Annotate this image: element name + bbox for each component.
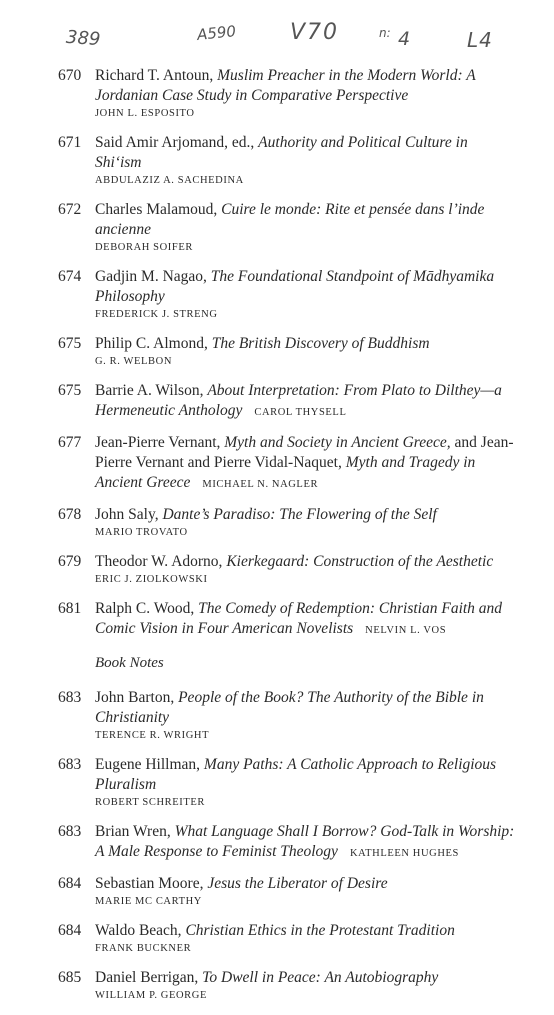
page-number: 675	[58, 335, 82, 352]
contents-entry	[58, 505, 518, 540]
book-title: Myth and Tragedy in Ancient Greece	[95, 454, 476, 491]
page-number: 670	[58, 67, 82, 84]
contents-entry	[58, 822, 518, 862]
book-title: Kierkegaard: Construction of the Aesthetic	[226, 553, 494, 570]
book-author: Charles Malamoud,	[95, 201, 222, 218]
reviewer-name: ROBERT SCHREITER	[95, 797, 205, 808]
contents-entry	[58, 133, 518, 188]
book-author: and Jean-Pierre Vernant and Pierre Vidal-Naquet,	[95, 434, 514, 471]
contents-entry	[58, 968, 518, 1003]
contents-entry	[58, 921, 518, 956]
reviewer-name: ABDULAZIZ A. SACHEDINA	[95, 175, 244, 186]
reviewer-name: WILLIAM P. GEORGE	[95, 990, 207, 1001]
page-number: 677	[58, 434, 82, 451]
contents-entry	[58, 433, 518, 493]
book-title: What Language Shall I Borrow? God-Talk in Worship: A Male Response to Feminist Theology	[95, 823, 515, 860]
book-title: Authority and Political Culture in Shi‘ism	[95, 134, 468, 171]
page-number: 671	[58, 134, 82, 151]
book-author: Gadjin M. Nagao,	[95, 268, 211, 285]
book-author: Philip C. Almond,	[95, 335, 212, 352]
contents-entry	[58, 599, 518, 639]
book-title: Muslim Preacher in the Modern World: A Jordanian Case Study in Comparative Perspective	[95, 67, 476, 104]
reviewer-name: G. R. WELBON	[95, 356, 173, 367]
contents-entry	[58, 334, 518, 369]
book-title: The Foundational Standpoint of Mādhyamika Philosophy	[95, 268, 495, 305]
page-number: 672	[58, 201, 82, 218]
contents-entry	[58, 381, 518, 421]
reviewer-name: DEBORAH SOIFER	[95, 242, 193, 253]
handwritten-note: A590	[196, 22, 237, 44]
book-author: Said Amir Arjomand, ed.,	[95, 134, 259, 151]
contents-entry	[58, 267, 518, 322]
book-title: Cuire le monde: Rite et pensée dans l’inde ancienne	[95, 201, 485, 238]
book-author: Jean-Pierre Vernant,	[95, 434, 225, 451]
reviewer-name: KATHLEEN HUGHES	[349, 848, 459, 859]
book-author: Richard T. Antoun,	[95, 67, 218, 84]
page-number: 684	[58, 922, 82, 939]
contents-entry	[58, 200, 518, 255]
contents-entry	[58, 874, 518, 909]
book-author: Brian Wren,	[95, 823, 175, 840]
reviewer-name: TERENCE R. WRIGHT	[95, 730, 210, 741]
book-title: The Comedy of Redemption: Christian Faith and Comic Vision in Four American Novelists	[95, 600, 503, 637]
book-author: John Barton,	[95, 689, 179, 706]
page-number: 678	[58, 506, 82, 523]
handwritten-note: n:	[379, 26, 391, 40]
book-title: Myth and Society in Ancient Greece,	[224, 434, 451, 451]
reviewer-name: JOHN L. ESPOSITO	[95, 108, 195, 119]
page-number: 675	[58, 382, 82, 399]
handwritten-note: 389	[65, 26, 102, 51]
book-title: People of the Book? The Authority of the Bible in Christianity	[95, 689, 484, 726]
reviewer-name: NELVIN L. VOS	[365, 625, 447, 636]
handwritten-annotations	[0, 18, 554, 58]
reviewer-name: MARIO TROVATO	[95, 527, 188, 538]
handwritten-note: V70	[290, 20, 340, 45]
contents-list	[58, 66, 518, 1015]
book-author: Sebastian Moore,	[95, 875, 208, 892]
book-author: Daniel Berrigan,	[95, 969, 203, 986]
book-author: Barrie A. Wilson,	[95, 382, 208, 399]
page-number: 684	[58, 875, 82, 892]
book-title: About Interpretation: From Plato to Dilthey—a Hermeneutic Anthology	[95, 382, 502, 419]
page-number: 683	[58, 756, 82, 773]
reviewer-name: FRANK BUCKNER	[95, 943, 192, 954]
book-title: To Dwell in Peace: An Autobiography	[202, 969, 439, 986]
book-author: Waldo Beach,	[95, 922, 186, 939]
contents-entry	[58, 755, 518, 810]
contents-entry	[58, 66, 518, 121]
page-number: 685	[58, 969, 82, 986]
book-author: Theodor W. Adorno,	[95, 553, 227, 570]
page-number: 674	[58, 268, 82, 285]
book-author: Ralph C. Wood,	[95, 600, 199, 617]
book-title: Many Paths: A Catholic Approach to Religious Pluralism	[95, 756, 497, 793]
book-author: John Saly,	[95, 506, 163, 523]
book-title: The British Discovery of Buddhism	[211, 335, 430, 352]
reviewer-name: ERIC J. ZIOLKOWSKI	[95, 574, 208, 585]
page-number: 681	[58, 600, 82, 617]
book-title: Dante’s Paradiso: The Flowering of the Self	[162, 506, 437, 523]
handwritten-note: L4	[467, 28, 493, 52]
reviewer-name: MICHAEL N. NAGLER	[202, 479, 319, 490]
contents-entry	[58, 552, 518, 587]
handwritten-note: 4	[398, 28, 411, 50]
book-title: Jesus the Liberator of Desire	[207, 875, 388, 892]
page-number: 683	[58, 823, 82, 840]
book-author: Eugene Hillman,	[95, 756, 204, 773]
reviewer-name: MARIE MC CARTHY	[95, 896, 202, 907]
reviewer-name: FREDERICK J. STRENG	[95, 309, 218, 320]
book-title: Christian Ethics in the Protestant Tradition	[185, 922, 455, 939]
reviewer-name: CAROL THYSELL	[254, 407, 347, 418]
contents-entry	[58, 688, 518, 743]
page-number: 683	[58, 689, 82, 706]
page-number: 679	[58, 553, 82, 570]
section-heading-book-notes: Book Notes	[95, 655, 164, 671]
